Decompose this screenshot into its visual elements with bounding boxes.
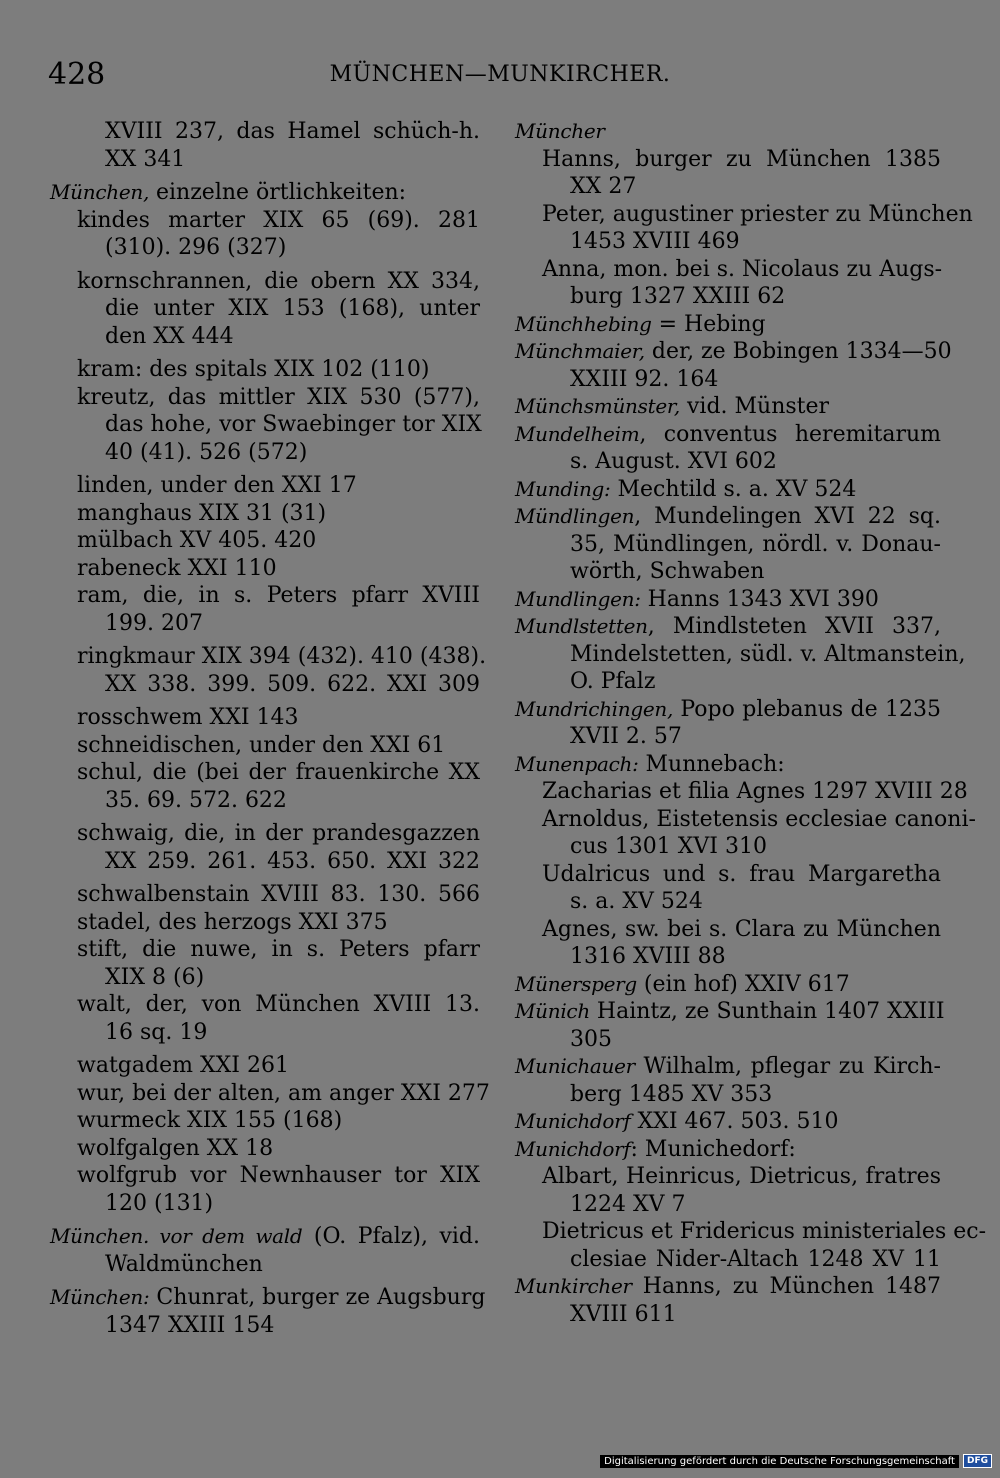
index-subentry — [515, 1026, 941, 1054]
entry-text: = Hebing — [651, 311, 766, 337]
index-entry — [515, 393, 941, 421]
index-entry — [515, 586, 941, 614]
index-subentry — [515, 173, 941, 201]
index-subentry — [515, 778, 968, 806]
entry-text: rabeneck XXI 110 — [77, 555, 277, 581]
index-entry — [515, 1273, 941, 1301]
entry-text: , conventus heremitarum — [639, 421, 941, 447]
index-subentry — [50, 1162, 480, 1190]
entry-text: s. a. XV 524 — [570, 889, 703, 914]
entry-headword: Munkircher — [515, 1274, 632, 1298]
index-entry — [515, 476, 941, 504]
entry-text: 35. 69. 572. 622 — [105, 787, 287, 813]
index-subentry — [50, 323, 480, 351]
index-subentry — [50, 1190, 480, 1218]
entry-text: 199. 207 — [105, 610, 203, 636]
entry-text: XXI 467. 503. 510 — [630, 1109, 839, 1134]
entry-headword: Münchhebing — [515, 311, 652, 336]
index-subentry — [515, 916, 941, 944]
index-subentry — [50, 295, 480, 323]
index-subentry — [515, 833, 941, 861]
index-subentry — [515, 806, 976, 834]
entry-text: Hanns, burger zu München 1385 — [542, 146, 941, 172]
index-subentry — [50, 991, 480, 1019]
index-subentry — [515, 641, 966, 669]
entry-headword: Mundrichingen, — [515, 696, 674, 721]
index-entry — [515, 503, 941, 531]
entry-headword: Munenpach: — [515, 751, 639, 776]
entry-headword: Münich — [515, 999, 590, 1023]
index-entry — [515, 311, 941, 339]
entry-text: walt, der, von München XVIII 13. — [77, 992, 480, 1017]
index-subentry — [50, 500, 480, 528]
entry-headword: Münersperg — [515, 971, 637, 996]
entry-text: Udalricus und s. frau Margaretha — [542, 861, 941, 887]
entry-headword: Münchmaier, — [515, 339, 645, 363]
index-entry — [515, 118, 941, 146]
index-subentry — [515, 1301, 941, 1329]
entry-text: Hanns, zu München 1487 — [631, 1274, 941, 1299]
index-subentry — [515, 283, 941, 311]
index-subentry — [50, 1107, 480, 1135]
entry-text: Waldmünchen — [105, 1251, 263, 1277]
entry-headword: München. vor dem wald — [50, 1224, 303, 1248]
entry-text: Arnoldus, Eistetensis ecclesiae canoni- — [542, 806, 976, 832]
index-entry — [515, 1053, 941, 1081]
entry-headword: Mündlingen — [515, 504, 635, 528]
entry-text: O. Pfalz — [570, 669, 656, 694]
index-entry — [50, 1223, 480, 1251]
entry-text: 40 (41). 526 (572) — [105, 439, 308, 465]
index-subentry — [50, 671, 480, 699]
entry-headword: Mundelheim — [515, 421, 640, 446]
entry-text: Agnes, sw. bei s. Clara zu München — [542, 916, 941, 942]
entry-text: burg 1327 XXIII 62 — [570, 284, 786, 309]
footer — [600, 1452, 992, 1470]
entry-text: clesiae Nider-Altach 1248 XV 11 — [570, 1246, 941, 1272]
entry-text: s. August. XVI 602 — [570, 449, 777, 474]
index-subentry — [50, 439, 480, 467]
index-subentry — [50, 1019, 480, 1047]
index-subentry — [515, 668, 941, 696]
entry-text: 120 (131) — [105, 1190, 214, 1216]
entry-text: 35, Mündlingen, nördl. v. Donau- — [570, 531, 941, 557]
entry-text: die unter XIX 153 (168), unter — [105, 296, 480, 321]
index-subentry — [50, 234, 480, 262]
entry-text: watgadem XXI 261 — [77, 1053, 289, 1078]
index-subentry — [50, 118, 480, 146]
entry-text: wörth, Schwaben — [570, 559, 765, 584]
entry-text: Munnebach: — [638, 751, 785, 777]
index-subentry — [50, 1312, 480, 1340]
entry-text: kram: des spitals XIX 102 (110) — [77, 357, 430, 382]
entry-text: cus 1301 XVI 310 — [570, 834, 767, 859]
index-entry — [515, 1108, 941, 1136]
index-entry — [50, 179, 480, 207]
entry-text: Wilhalm, pflegar zu Kirch- — [634, 1054, 941, 1079]
entry-text: : Munichedorf: — [630, 1136, 796, 1162]
entry-text: XVIII 237, das Hamel schüch-h. — [105, 119, 480, 144]
index-subentry — [50, 820, 480, 848]
entry-text: 305 — [570, 1026, 612, 1052]
entry-text: Peter, augustiner priester zu München — [542, 201, 973, 227]
entry-text: manghaus XIX 31 (31) — [77, 500, 327, 526]
entry-text: Popo plebanus de 1235 — [673, 696, 941, 722]
entry-text: Dietricus et Fridericus ministeriales ec- — [542, 1219, 986, 1244]
entry-text: wur, bei der alten, am anger XXI 277 — [77, 1080, 490, 1106]
entry-text: schneidischen, under den XXI 61 — [77, 732, 446, 758]
index-subentry — [515, 448, 941, 476]
entry-text: wolfgrub vor Newnhauser tor XIX — [77, 1163, 480, 1188]
index-subentry — [50, 582, 480, 610]
index-subentry — [50, 643, 487, 671]
entry-text: (O. Pfalz), vid. — [302, 1224, 480, 1249]
index-subentry — [50, 268, 480, 296]
right-column — [515, 118, 986, 1328]
entry-headword: Müncher — [515, 119, 605, 143]
entry-text: schwaig, die, in der prandesgazzen — [77, 821, 480, 846]
entry-text: Mindelstetten, südl. v. Altmanstein, — [570, 641, 966, 667]
entry-headword: Mundlingen: — [515, 586, 641, 611]
index-subentry — [50, 384, 480, 412]
index-subentry — [50, 936, 480, 964]
entry-text: 16 sq. 19 — [105, 1019, 208, 1045]
entry-text: XVIII 611 — [570, 1301, 677, 1327]
entry-text: XX 27 — [570, 174, 637, 199]
index-subentry — [515, 943, 941, 971]
index-entry — [515, 751, 941, 779]
entry-text: 1347 XXIII 154 — [105, 1312, 275, 1338]
index-entry — [515, 971, 941, 999]
entry-text: kindes marter XIX 65 (69). 281 — [77, 207, 480, 233]
index-subentry — [50, 610, 480, 638]
entry-text: rosschwem XXI 143 — [77, 705, 299, 730]
index-subentry — [50, 1135, 480, 1163]
index-subentry — [515, 201, 973, 229]
entry-text: schul, die (bei der frauenkirche XX — [77, 760, 480, 785]
index-subentry — [50, 1251, 480, 1279]
index-subentry — [50, 356, 480, 384]
entry-text: stadel, des herzogs XXI 375 — [77, 909, 388, 935]
entry-text: das hohe, vor Swaebinger tor XIX — [105, 412, 482, 437]
index-subentry — [50, 527, 480, 555]
entry-text: XIX 8 (6) — [105, 964, 205, 990]
index-subentry — [50, 207, 480, 235]
index-entry — [50, 1284, 486, 1312]
index-entry — [515, 1136, 941, 1164]
index-subentry — [515, 1246, 941, 1274]
index-subentry — [50, 555, 480, 583]
index-subentry — [515, 861, 941, 889]
entry-text: vid. Münster — [679, 394, 830, 419]
entry-text: , Mindlsteten XVII 337, — [647, 614, 941, 639]
index-entry — [515, 421, 941, 449]
index-subentry — [515, 1191, 941, 1219]
entry-text: wolfgalgen XX 18 — [77, 1135, 274, 1161]
entry-text: 1224 XV 7 — [570, 1191, 686, 1217]
index-subentry — [515, 1163, 941, 1191]
page-number: 428 — [48, 57, 106, 92]
index-subentry — [515, 558, 941, 586]
index-entry — [515, 338, 952, 366]
index-entry — [515, 696, 941, 724]
index-subentry — [515, 1081, 941, 1109]
index-subentry — [50, 848, 480, 876]
index-subentry — [515, 256, 941, 284]
entry-text: , Mundelingen XVI 22 sq. — [634, 504, 941, 529]
entry-text: ram, die, in s. Peters pfarr XVIII — [77, 583, 480, 608]
entry-text: schwalbenstain XVIII 83. 130. 566 — [77, 882, 480, 907]
entry-text: stift, die nuwe, in s. Peters pfarr — [77, 937, 480, 962]
entry-text: Albart, Heinricus, Dietricus, fratres — [542, 1164, 941, 1189]
entry-text: mülbach XV 405. 420 — [77, 528, 317, 553]
entry-text: wurmeck XIX 155 (168) — [77, 1108, 343, 1133]
index-subentry — [50, 146, 480, 174]
entry-text: berg 1485 XV 353 — [570, 1081, 773, 1107]
entry-text: ringkmaur XIX 394 (432). 410 (438). — [77, 644, 487, 669]
index-subentry — [50, 1080, 490, 1108]
entry-text: Chunrat, burger ze Augsburg — [149, 1285, 486, 1310]
index-subentry — [50, 909, 480, 937]
entry-headword: Münchsmünster, — [515, 394, 680, 418]
entry-text: kornschrannen, die obern XX 334, — [77, 268, 480, 294]
index-subentry — [50, 411, 480, 439]
index-subentry — [515, 146, 941, 174]
entry-text: 1453 XVIII 469 — [570, 229, 740, 254]
entry-headword: Mundlstetten — [515, 614, 648, 638]
index-subentry — [50, 759, 480, 787]
entry-text: 1316 XVIII 88 — [570, 944, 726, 969]
index-subentry — [50, 1052, 480, 1080]
entry-text: (ein hof) XXIV 617 — [636, 971, 850, 997]
entry-headword: Munichauer — [515, 1054, 635, 1078]
running-head: MÜNCHEN—MUNKIRCHER. — [329, 62, 671, 87]
entry-text: linden, under den XXI 17 — [77, 473, 357, 498]
entry-text: einzelne örtlichkeiten: — [149, 180, 407, 205]
index-subentry — [50, 787, 480, 815]
entry-text: den XX 444 — [105, 323, 234, 349]
index-entry — [515, 613, 941, 641]
entry-text: Haintz, ze Sunthain 1407 XXIII — [589, 999, 945, 1024]
index-subentry — [515, 888, 941, 916]
index-subentry — [515, 228, 941, 256]
left-column — [50, 118, 490, 1339]
index-entry — [515, 998, 945, 1026]
index-subentry — [515, 366, 941, 394]
entry-text: Zacharias et filia Agnes 1297 XVIII 28 — [542, 779, 968, 804]
page-header — [0, 55, 1000, 95]
entry-text: XX 341 — [105, 146, 186, 172]
entry-text: Hanns 1343 XVI 390 — [640, 586, 879, 612]
index-subentry — [515, 723, 941, 751]
index-subentry — [50, 472, 480, 500]
entry-text: XXIII 92. 164 — [570, 366, 719, 392]
entry-headword: München: — [50, 1285, 150, 1309]
entry-text: XVII 2. 57 — [570, 724, 682, 749]
dfg-logo: DFG — [963, 1454, 992, 1468]
footer-credit: Digitalisierung gefördert durch die Deutsche Forschungsgemeinschaft — [600, 1455, 959, 1468]
entry-headword: München, — [50, 180, 149, 204]
entry-text: XX 259. 261. 453. 650. XXI 322 — [105, 848, 480, 874]
index-subentry — [50, 732, 480, 760]
entry-headword: Munichdorf — [515, 1109, 631, 1133]
entry-text: XX 338. 399. 509. 622. XXI 309 — [105, 671, 480, 697]
index-subentry — [50, 881, 480, 909]
entry-text: Mechtild s. a. XV 524 — [610, 476, 857, 502]
index-subentry — [50, 964, 480, 992]
entry-headword: Munichdorf — [515, 1136, 631, 1161]
entry-text: Anna, mon. bei s. Nicolaus zu Augs- — [542, 256, 943, 282]
entry-text: kreutz, das mittler XIX 530 (577), — [77, 384, 480, 410]
entry-text: (310). 296 (327) — [105, 235, 287, 260]
index-subentry — [515, 531, 941, 559]
entry-text: der, ze Bobingen 1334—50 — [644, 339, 952, 364]
index-subentry — [515, 1218, 986, 1246]
entry-headword: Munding: — [515, 476, 611, 501]
index-subentry — [50, 704, 480, 732]
